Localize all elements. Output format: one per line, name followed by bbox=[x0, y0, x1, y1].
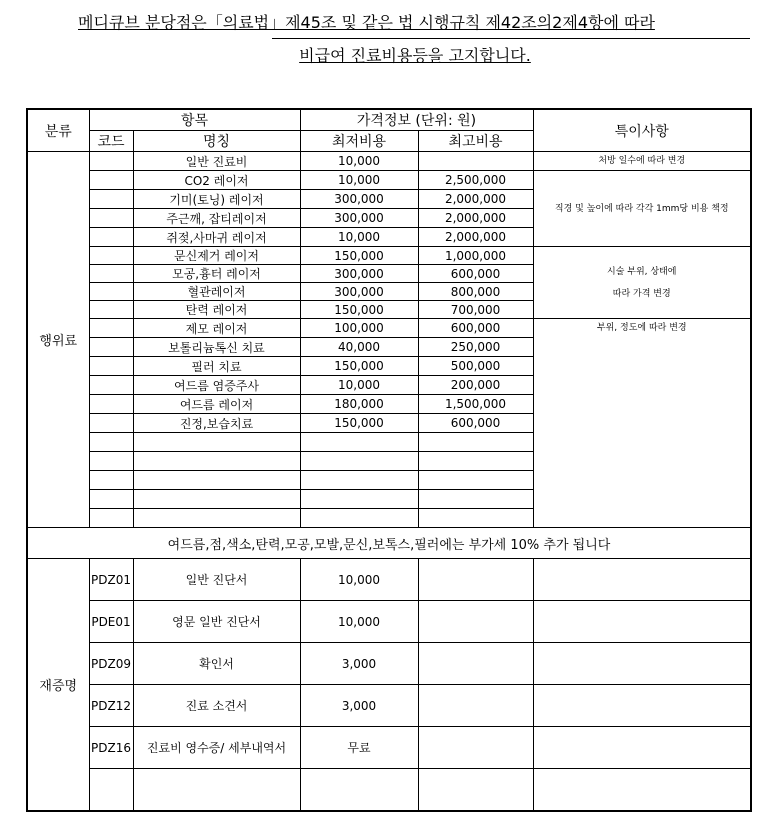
row-code: PDE01 bbox=[89, 601, 133, 643]
row-name: 진정,보습치료 bbox=[133, 414, 300, 433]
row-max: 700,000 bbox=[418, 301, 533, 319]
row-max bbox=[418, 152, 533, 171]
header-rule bbox=[272, 38, 750, 39]
table-row bbox=[27, 643, 751, 685]
remark-3 bbox=[533, 247, 751, 319]
row-min: 10,000 bbox=[300, 559, 418, 601]
row-min: 3,000 bbox=[300, 643, 418, 685]
row-code bbox=[89, 319, 133, 338]
header-line-1: 메디큐브 분당점은「의료법」제45조 및 같은 법 시행규칙 제42조의2제4항에 따라 bbox=[78, 13, 655, 32]
row-min: 40,000 bbox=[300, 338, 418, 357]
row-min: 10,000 bbox=[300, 228, 418, 247]
table-row bbox=[27, 727, 751, 769]
row-max: 2,000,000 bbox=[418, 228, 533, 247]
remark-3-line-2: 따라 가격 변경 bbox=[612, 288, 671, 299]
row-name: 문신제거 레이저 bbox=[133, 247, 300, 265]
row-max bbox=[418, 727, 533, 769]
row-code bbox=[89, 171, 133, 190]
table-row bbox=[27, 559, 751, 601]
row-name: 확인서 bbox=[133, 643, 300, 685]
row-code bbox=[89, 190, 133, 209]
row-remark bbox=[533, 685, 751, 727]
row-code bbox=[89, 357, 133, 376]
category-procedure: 행위료 bbox=[27, 152, 89, 528]
row-min: 무료 bbox=[300, 727, 418, 769]
row-max bbox=[418, 685, 533, 727]
row-code bbox=[89, 283, 133, 301]
row-min: 10,000 bbox=[300, 601, 418, 643]
row-max: 2,500,000 bbox=[418, 171, 533, 190]
row-code: PDZ16 bbox=[89, 727, 133, 769]
vat-notice-row bbox=[27, 528, 751, 559]
row-max bbox=[418, 601, 533, 643]
row-min: 100,000 bbox=[300, 319, 418, 338]
row-name: 진료 소견서 bbox=[133, 685, 300, 727]
header-remarks: 특이사항 bbox=[533, 109, 751, 152]
table-row-empty bbox=[27, 769, 751, 812]
row-min: 300,000 bbox=[300, 265, 418, 283]
row-name: 일반 진단서 bbox=[133, 559, 300, 601]
header-row-1 bbox=[27, 109, 751, 131]
row-remark bbox=[533, 601, 751, 643]
remark-2: 직경 및 높이에 따라 각각 1mm당 비용 책정 bbox=[533, 171, 751, 247]
row-min: 180,000 bbox=[300, 395, 418, 414]
row-remark bbox=[533, 727, 751, 769]
row-remark bbox=[533, 559, 751, 601]
row-code bbox=[89, 376, 133, 395]
row-code bbox=[89, 338, 133, 357]
row-max: 600,000 bbox=[418, 319, 533, 338]
remark-1: 처방 일수에 따라 변경 bbox=[533, 152, 751, 171]
row-code bbox=[89, 228, 133, 247]
header-code: 코드 bbox=[89, 131, 133, 152]
row-min: 10,000 bbox=[300, 152, 418, 171]
row-min: 150,000 bbox=[300, 414, 418, 433]
row-max: 2,000,000 bbox=[418, 209, 533, 228]
table-row bbox=[27, 685, 751, 727]
remark-4: 부위, 정도에 따라 변경 bbox=[533, 319, 751, 528]
row-name: 일반 진료비 bbox=[133, 152, 300, 171]
fee-table bbox=[26, 108, 752, 812]
table-row bbox=[27, 319, 751, 338]
table-row bbox=[27, 152, 751, 171]
row-max: 600,000 bbox=[418, 265, 533, 283]
row-name: 진료비 영수증/ 세부내역서 bbox=[133, 727, 300, 769]
row-code: PDZ09 bbox=[89, 643, 133, 685]
row-name: 주근깨, 잡티레이저 bbox=[133, 209, 300, 228]
row-code bbox=[89, 152, 133, 171]
header-min-cost: 최저비용 bbox=[300, 131, 418, 152]
category-certificate: 재증명 bbox=[27, 559, 89, 812]
row-code: PDZ12 bbox=[89, 685, 133, 727]
row-name: 탄력 레이저 bbox=[133, 301, 300, 319]
row-name: 보톨리늄톡신 치료 bbox=[133, 338, 300, 357]
row-max: 2,000,000 bbox=[418, 190, 533, 209]
row-min: 300,000 bbox=[300, 209, 418, 228]
row-code bbox=[89, 265, 133, 283]
row-max: 250,000 bbox=[418, 338, 533, 357]
row-code bbox=[89, 247, 133, 265]
row-max bbox=[418, 643, 533, 685]
row-max: 500,000 bbox=[418, 357, 533, 376]
row-min: 150,000 bbox=[300, 247, 418, 265]
row-code: PDZ01 bbox=[89, 559, 133, 601]
header-price-info: 가격정보 (단위: 원) bbox=[300, 109, 533, 131]
table-row bbox=[27, 601, 751, 643]
row-name: CO2 레이저 bbox=[133, 171, 300, 190]
row-min: 300,000 bbox=[300, 283, 418, 301]
vat-notice: 여드름,점,색소,탄력,모공,모발,문신,보톡스,필러에는 부가세 10% 추가 됩니다 bbox=[27, 528, 751, 559]
row-name: 쥐젖,사마귀 레이저 bbox=[133, 228, 300, 247]
header-line-2: 비급여 진료비용등을 고지합니다. bbox=[299, 46, 531, 65]
header-category: 분류 bbox=[27, 109, 89, 152]
row-max: 1,000,000 bbox=[418, 247, 533, 265]
row-max: 600,000 bbox=[418, 414, 533, 433]
row-min: 150,000 bbox=[300, 301, 418, 319]
row-name: 혈관레이저 bbox=[133, 283, 300, 301]
row-max: 1,500,000 bbox=[418, 395, 533, 414]
header-max-cost: 최고비용 bbox=[418, 131, 533, 152]
row-name: 제모 레이저 bbox=[133, 319, 300, 338]
row-max: 800,000 bbox=[418, 283, 533, 301]
row-min: 10,000 bbox=[300, 171, 418, 190]
row-min: 10,000 bbox=[300, 376, 418, 395]
row-max: 200,000 bbox=[418, 376, 533, 395]
row-code bbox=[89, 301, 133, 319]
row-min: 300,000 bbox=[300, 190, 418, 209]
row-min: 3,000 bbox=[300, 685, 418, 727]
row-code bbox=[89, 414, 133, 433]
row-name: 기미(토닝) 레이저 bbox=[133, 190, 300, 209]
remark-3-line-1: 시술 부위, 상태에 bbox=[607, 266, 677, 277]
table-row bbox=[27, 247, 751, 265]
row-max bbox=[418, 559, 533, 601]
row-name: 여드름 레이저 bbox=[133, 395, 300, 414]
row-name: 모공,흉터 레이저 bbox=[133, 265, 300, 283]
header-name: 명칭 bbox=[133, 131, 300, 152]
row-remark bbox=[533, 643, 751, 685]
row-min: 150,000 bbox=[300, 357, 418, 376]
table-row bbox=[27, 171, 751, 190]
header-item: 항목 bbox=[89, 109, 300, 131]
row-name: 영문 일반 진단서 bbox=[133, 601, 300, 643]
row-code bbox=[89, 209, 133, 228]
row-code bbox=[89, 395, 133, 414]
row-name: 필러 치료 bbox=[133, 357, 300, 376]
row-name: 여드름 염증주사 bbox=[133, 376, 300, 395]
